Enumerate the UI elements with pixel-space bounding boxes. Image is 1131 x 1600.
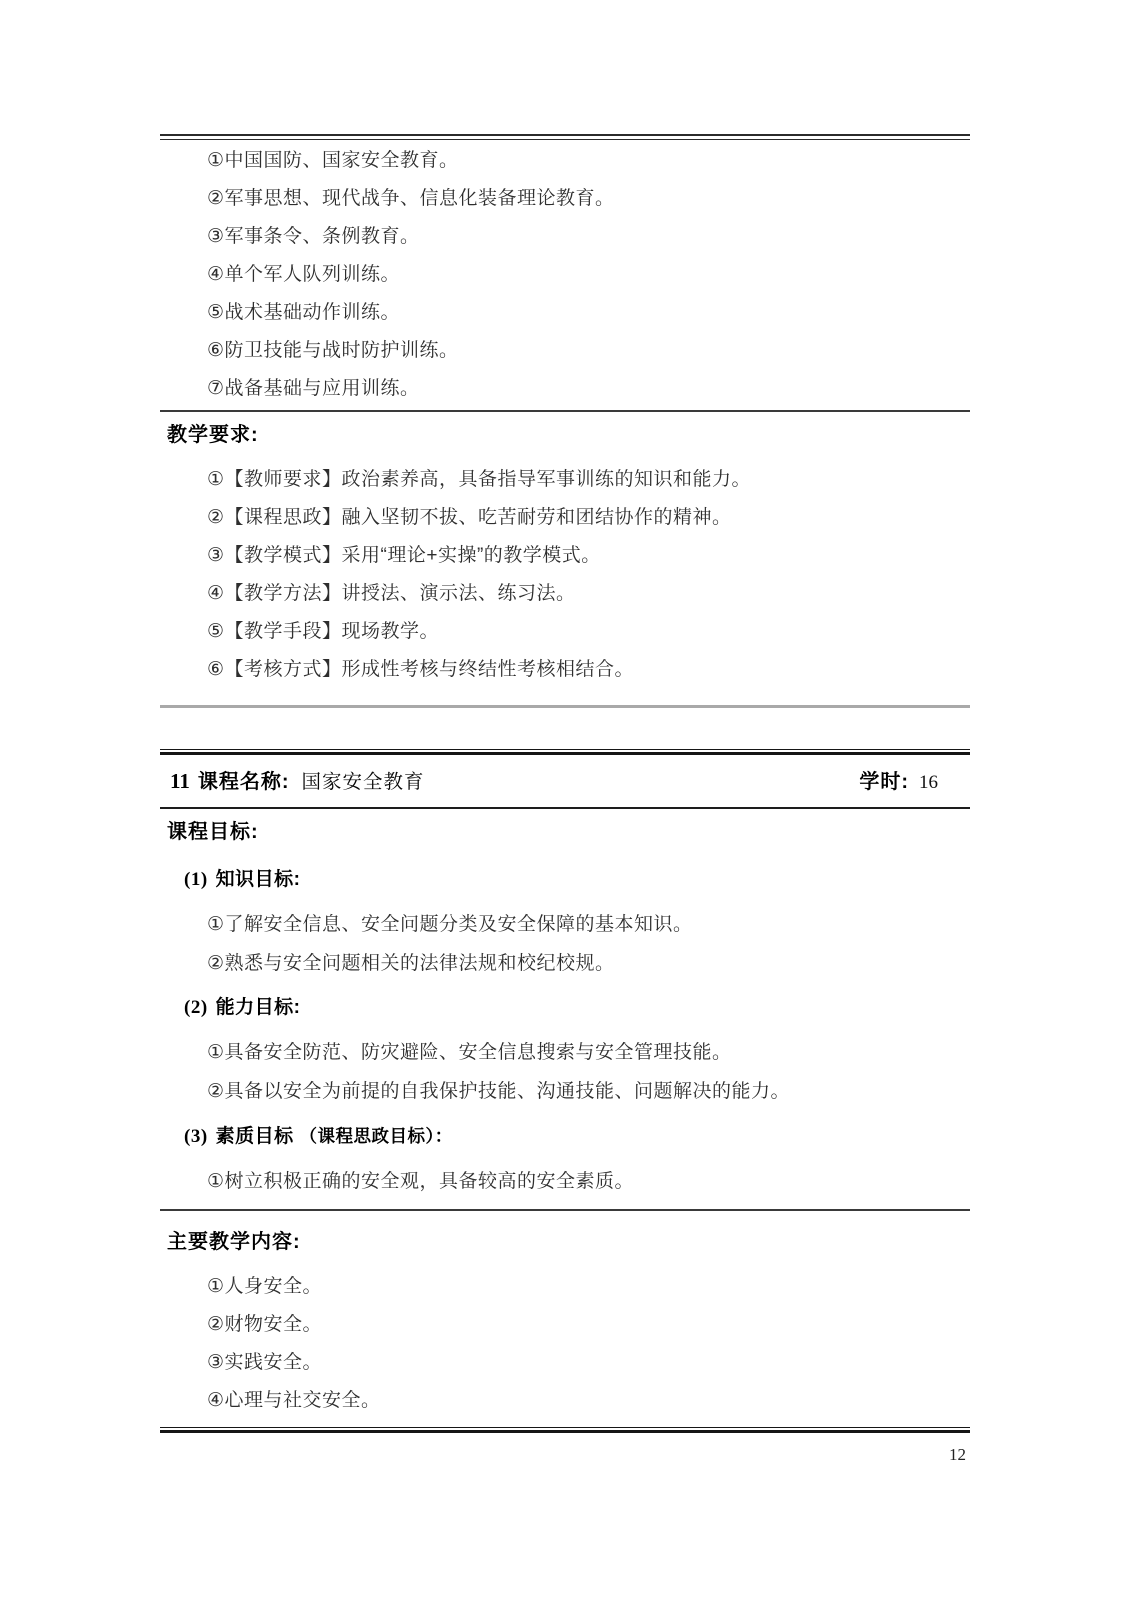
list-item: ②具备以安全为前提的自我保护技能、沟通技能、问题解决的能力。 [207, 1081, 791, 1102]
course-name-value: 国家安全教育 [301, 771, 425, 793]
page-bottom-rule [160, 1427, 970, 1433]
course-header-row [160, 755, 970, 809]
military-training-content-list [160, 142, 970, 408]
list-item: ⑤【教学手段】现场教学。 [207, 621, 440, 642]
course-hours [859, 765, 938, 794]
divider [160, 410, 970, 412]
course-name-label: 课程名称: [197, 771, 290, 793]
objective-number: (2) [184, 997, 208, 1018]
knowledge-objective-heading [160, 866, 970, 894]
hours-label: 学时: [859, 771, 909, 793]
list-item: ①具备安全防范、防灾避险、安全信息搜索与安全管理技能。 [207, 1042, 732, 1063]
list-item: ③实践安全。 [207, 1352, 323, 1373]
section-top-rule [160, 134, 970, 140]
teaching-requirements-heading: 教学要求: [167, 424, 259, 446]
list-item: ④单个军人队列训练。 [207, 264, 401, 285]
objective-label: 素质目标 [215, 1126, 294, 1147]
list-item: ②【课程思政】融入坚韧不拔、吃苦耐劳和团结协作的精神。 [207, 507, 732, 528]
main-content-heading: 主要教学内容: [167, 1231, 301, 1253]
objective-label: 能力目标: [215, 997, 301, 1018]
ability-objective-list [160, 1033, 970, 1111]
list-item: ②财物安全。 [207, 1314, 323, 1335]
list-item: ①【教师要求】政治素养高，具备指导军事训练的知识和能力。 [207, 469, 752, 490]
list-item: ③军事条令、条例教育。 [207, 226, 420, 247]
list-item: ③【教学模式】采用“理论+实操”的教学模式。 [207, 545, 601, 566]
list-item: ⑤战术基础动作训练。 [207, 302, 401, 323]
document-content [160, 0, 970, 1465]
list-item: ⑥防卫技能与战时防护训练。 [207, 340, 459, 361]
list-item: ①了解安全信息、安全问题分类及安全保障的基本知识。 [207, 914, 693, 935]
knowledge-objective-list [160, 905, 970, 983]
quality-objective-heading [160, 1122, 970, 1151]
section-end-rule [160, 705, 970, 708]
objective-sub-label: （课程思政目标）： [299, 1126, 453, 1146]
list-item: ④心理与社交安全。 [207, 1390, 381, 1411]
page-number: 12 [949, 1445, 966, 1464]
objective-number: (1) [184, 869, 208, 890]
objective-number: (3) [184, 1126, 208, 1147]
list-item: ④【教学方法】讲授法、演示法、练习法。 [207, 583, 576, 604]
list-item: ①中国国防、国家安全教育。 [207, 150, 459, 171]
list-item: ②军事思想、现代战争、信息化装备理论教育。 [207, 188, 615, 209]
ability-objective-heading [160, 994, 970, 1022]
teaching-requirements-list [160, 461, 970, 689]
list-item: ①树立积极正确的安全观，具备较高的安全素质。 [207, 1171, 635, 1192]
divider [160, 1209, 970, 1211]
list-item: ②熟悉与安全问题相关的法律法规和校纪校规。 [207, 953, 615, 974]
course-number: 11 [170, 769, 190, 793]
objective-label: 知识目标: [215, 869, 301, 890]
quality-objective-list [160, 1162, 970, 1201]
hours-value: 16 [919, 772, 938, 793]
course-objectives-heading: 课程目标: [167, 821, 259, 843]
list-item: ①人身安全。 [207, 1276, 323, 1297]
list-item: ⑦战备基础与应用训练。 [207, 378, 420, 399]
list-item: ⑥【考核方式】形成性考核与终结性考核相结合。 [207, 659, 635, 680]
main-content-list [160, 1268, 970, 1420]
course-title [170, 765, 425, 794]
